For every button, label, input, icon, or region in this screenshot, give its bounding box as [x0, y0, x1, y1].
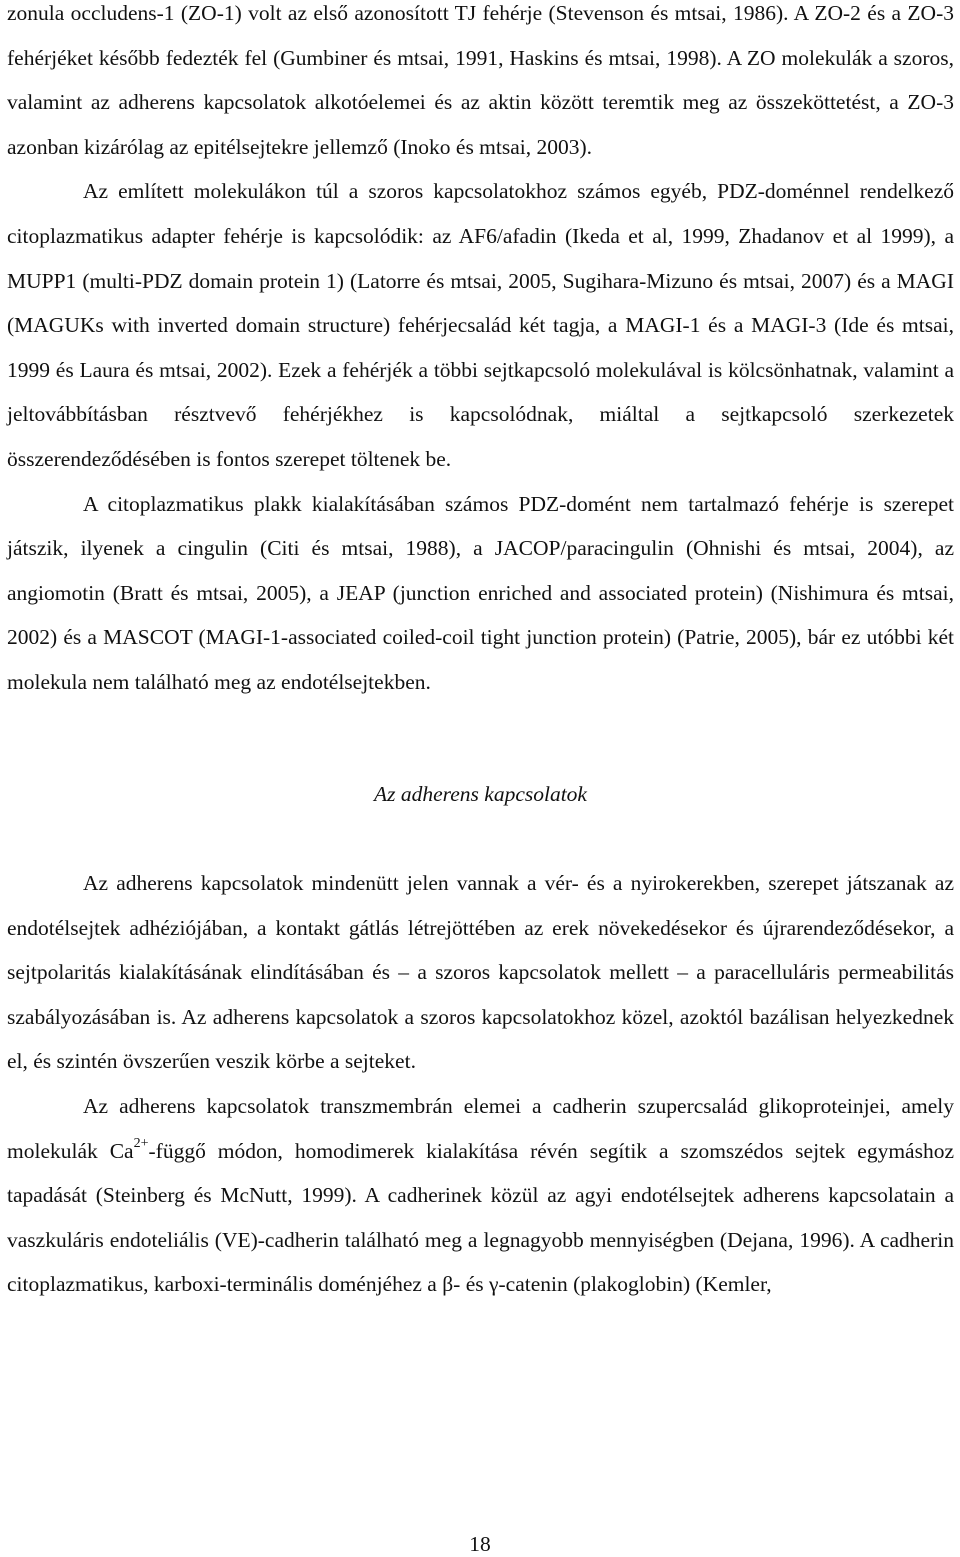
paragraph-adherens-overview-text: Az adherens kapcsolatok mindenütt jelen vannak a vér- és a nyirokerekben, szerepet játszanak az endotélsejtek adhéziójában, a kontakt gátlás létrejöttében az erek növekedésekor és újrarendeződésekor, a sejtpolaritás kialakításának elindításában és – a szoros kapcsolatok mellett – a paracelluláris permeabilitás szabályozásában is. Az adherens kapcsolatok a szoros kapcsolatokhoz közel, azoktól bazálisan helyezkednek el, és szintén övszerűen veszik körbe a sejteket. [7, 871, 954, 1074]
section-heading: Az adherens kapcsolatok [374, 781, 587, 806]
paragraph-zo-proteins: zonula occludens-1 (ZO-1) volt az első azonosított TJ fehérje (Stevenson és mtsai, 1986). A ZO-2 és a ZO-3 fehérjéket később fedezték fel (Gumbiner és mtsai, 1991, Haskins és mtsai, 1998). A ZO molekulák a szoros, valamint az adherens kapcsolatok alkotóelemei és az aktin között teremtik meg az összeköttetést, a ZO-3 azonban kizárólag az epitélsejtekre jellemző (Inoko és mtsai, 2003). [7, 1, 954, 159]
paragraph-cadherins-text-1: Az adherens kapcsolatok transzmembrán elemei a cadherin szupercsalád glikoproteinjei, amely molekulák Ca [7, 1094, 954, 1163]
page-number: 18 [469, 1532, 491, 1556]
paragraph-adherens-overview [7, 861, 954, 1084]
document-page [7, 0, 954, 1307]
paragraph-cadherins-text-2: -függő módon, homodimerek kialakítása révén segítik a szomszédos sejtek egymáshoz tapadását (Steinberg és McNutt, 1999). A cadherinek közül az agyi endotélsejtek adherens kapcsolatain a vaszkuláris endoteliális (VE)-cadherin található meg a legnagyobb mennyiségben (Dejana, 1996). A cadherin citoplazmatikus, karboxi-terminális doménjéhez a β- és γ-catenin (plakoglobin) (Kemler, [7, 1138, 955, 1297]
paragraph-cadherins [7, 1084, 954, 1307]
paragraph-cytoplasmic-plaque: A citoplazmatikus plakk kialakításában számos PDZ-domént nem tartalmazó fehérje is szerepet játszik, ilyenek a cingulin (Citi és mtsai, 1988), a JACOP/paracingulin (Ohnishi és mtsai, 2004), az angiomotin (Bratt és mtsai, 2005), a JEAP (junction enriched and associated protein) (Nishimura és mtsai, 2002) és a MASCOT (MAGI-1-associated coiled-coil tight junction protein) (Patrie, 2005), bár ez utóbbi két molekula nem található meg az endotélsejtekben. [7, 491, 954, 694]
paragraph-pdz-adapters: Az említett molekulákon túl a szoros kapcsolatokhoz számos egyéb, PDZ-doménnel rendelkező citoplazmatikus adapter fehérje is kapcsolódik: az AF6/afadin (Ikeda et al, 1999, Zhadanov et al 1999), a MUPP1 (multi-PDZ domain protein 1) (Latorre és mtsai, 2005, Sugihara-Mizuno és mtsai, 2007) és a MAGI (MAGUKs with inverted domain structure) fehérjecsalád két tagja, a MAGI-1 és a MAGI-3 (Ide és mtsai, 1999 és Laura és mtsai, 2002). Ezek a fehérjék a többi sejtkapcsoló molekulával is kölcsönhatnak, valamint a jeltovábbításban résztvevő fehérjékhez is kapcsolódnak, miáltal a sejtkapcsoló szerkezetek összerendeződésében is fontos szerepet töltenek be. [7, 179, 954, 471]
calcium-superscript: 2+ [133, 1135, 149, 1151]
